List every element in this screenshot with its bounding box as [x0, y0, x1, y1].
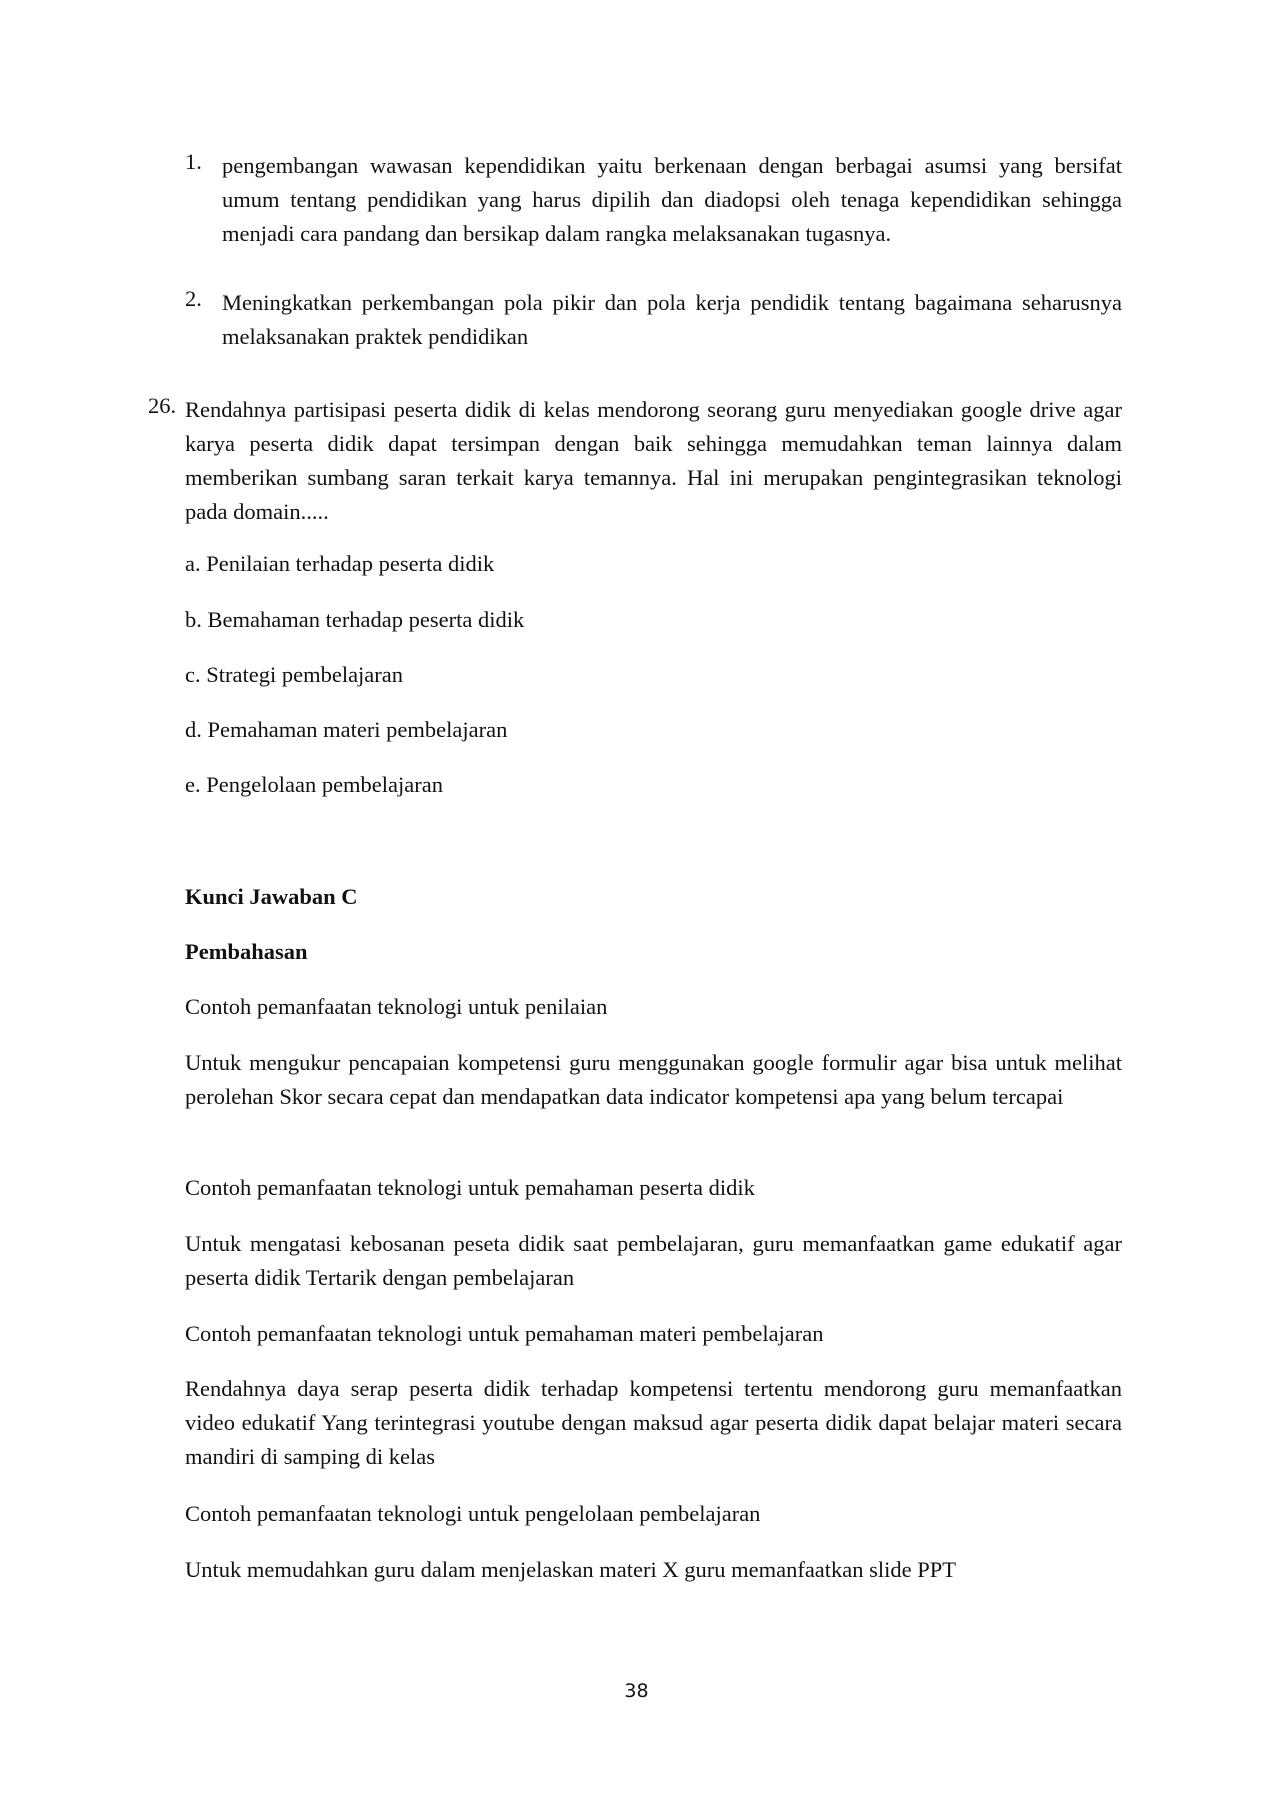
page-number: 38: [624, 1680, 649, 1702]
discussion-paragraph-5: Contoh pemanfaatan teknologi untuk pemahaman materi pembelajaran: [185, 1321, 824, 1346]
option-b: b. Bemahaman terhadap peserta didik: [185, 607, 525, 632]
discussion-paragraph-1: Contoh pemanfaatan teknologi untuk penilaian: [185, 994, 608, 1019]
list-item-2: Meningkatkan perkembangan pola pikir dan pola kerja pendidik tentang bagaimana seharusnya melaksanakan praktek pendidikan: [222, 290, 1122, 349]
discussion-paragraph-3: Contoh pemanfaatan teknologi untuk pemahaman peserta didik: [185, 1175, 755, 1200]
answer-key: Kunci Jawaban C: [185, 884, 358, 909]
list-item-1: pengembangan wawasan kependidikan yaitu berkenaan dengan berbagai asumsi yang bersifat umum tentang pendidikan yang harus dipilih dan diadopsi oleh tenaga kependidikan sehingga menjadi cara pandang dan bersikap dalam rangka melaksanakan tugasnya.: [222, 153, 1122, 246]
question-text: Rendahnya partisipasi peserta didik di kelas mendorong seorang guru menyediakan google drive agar karya peserta didik dapat tersimpan dengan baik sehingga memudahkan teman lainnya dalam memberikan sumbang saran terkait karya temannya. Hal ini merupakan pengintegrasikan teknologi pada domain.....: [185, 397, 1122, 524]
discussion-paragraph-6: Rendahnya daya serap peserta didik terhadap kompetensi tertentu mendorong guru memanfaatkan video edukatif Yang terintegrasi youtube dengan maksud agar peserta didik dapat belajar materi secara mandiri di samping di kelas: [185, 1376, 1122, 1469]
list-number-1: 1.: [185, 149, 202, 174]
discussion-paragraph-7: Contoh pemanfaatan teknologi untuk pengelolaan pembelajaran: [185, 1501, 761, 1526]
question-number: 26.: [148, 393, 177, 418]
discussion-heading: Pembahasan: [185, 939, 308, 964]
option-c: c. Strategi pembelajaran: [185, 662, 404, 687]
option-d: d. Pemahaman materi pembelajaran: [185, 717, 508, 742]
list-number-2: 2.: [185, 286, 202, 311]
discussion-paragraph-8: Untuk memudahkan guru dalam menjelaskan materi X guru memanfaatkan slide PPT: [185, 1557, 957, 1582]
discussion-paragraph-4: Untuk mengatasi kebosanan peseta didik saat pembelajaran, guru memanfaatkan game edukatif agar peserta didik Tertarik dengan pembelajaran: [185, 1231, 1122, 1290]
option-e: e. Pengelolaan pembelajaran: [185, 772, 444, 797]
discussion-paragraph-2: Untuk mengukur pencapaian kompetensi guru menggunakan google formulir agar bisa untuk melihat perolehan Skor secara cepat dan mendapatkan data indicator kompetensi apa yang belum tercapai: [185, 1050, 1122, 1109]
option-a: a. Penilaian terhadap peserta didik: [185, 551, 495, 576]
